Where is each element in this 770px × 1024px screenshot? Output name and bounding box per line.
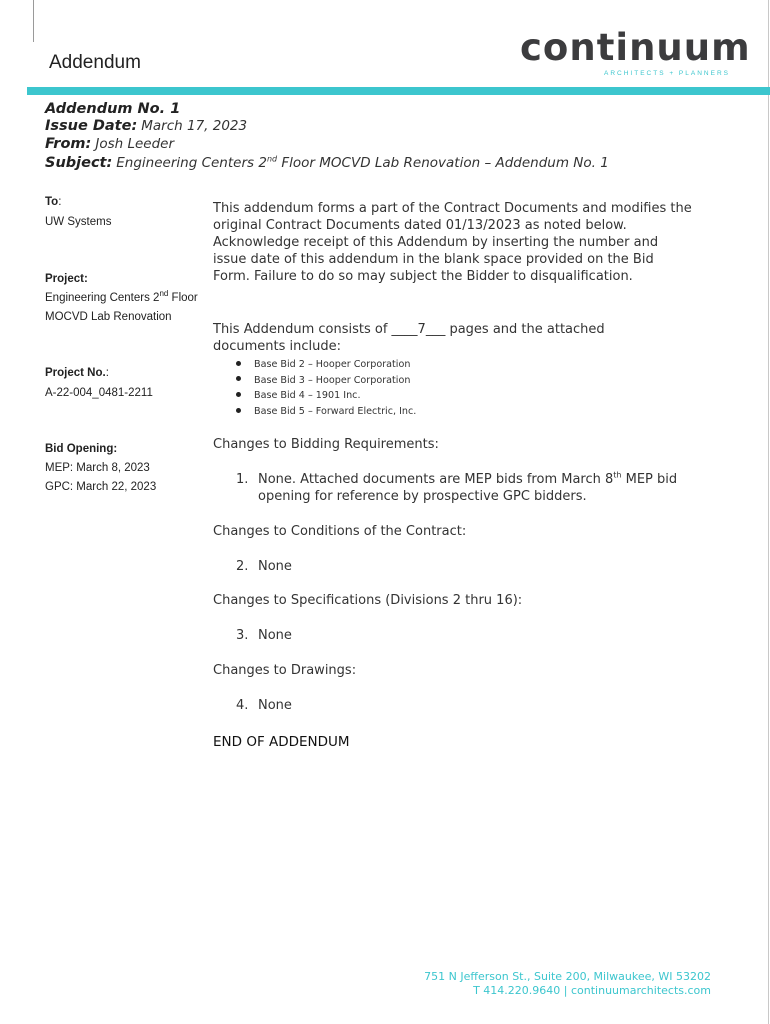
- project-name-line1: [45, 289, 198, 304]
- logo-tagline: ARCHITECTS + PLANNERS: [604, 70, 730, 77]
- document-type-title: Addendum: [49, 52, 141, 73]
- project-name-start: Engineering Centers 2: [45, 292, 160, 304]
- to-label: To:: [45, 196, 62, 208]
- section-conditions-heading: Changes to Conditions of the Contract:: [213, 524, 467, 539]
- item-text-end: MEP bid opening for reference by prospective GPC bidders.: [258, 472, 678, 504]
- page-edge-right: [768, 0, 769, 1024]
- bullet-icon: [236, 361, 241, 366]
- from-line: [45, 136, 174, 152]
- item-text-start: None. Attached documents are MEP bids from March 8: [258, 472, 614, 487]
- subject-superscript: nd: [266, 154, 278, 164]
- list-item: [236, 357, 416, 373]
- section-specifications-heading: Changes to Specifications (Divisions 2 thru 16):: [213, 593, 523, 608]
- section-bidding-heading: Changes to Bidding Requirements:: [213, 437, 439, 452]
- bullet-icon: [236, 408, 241, 413]
- item-text: None: [258, 559, 292, 574]
- continuum-logo: [520, 26, 751, 80]
- subject-line: [45, 155, 609, 171]
- item-text: [258, 471, 698, 505]
- bid-opening-label: Bid Opening:: [45, 443, 118, 455]
- section-specifications-item: [236, 627, 698, 644]
- from-value: Josh Leeder: [95, 136, 175, 152]
- item-number: 4.: [236, 698, 249, 713]
- project-number-value: A-22-004_0481-2211: [45, 387, 153, 399]
- addendum-number-label: Addendum No. 1: [45, 101, 181, 117]
- project-number-label: Project No.:: [45, 367, 109, 379]
- list-item: [236, 404, 416, 420]
- item-superscript: th: [613, 470, 622, 480]
- attachment-text: Base Bid 3 – Hooper Corporation: [254, 374, 411, 386]
- item-number: 2.: [236, 559, 249, 574]
- subject-text-end: Floor MOCVD Lab Renovation – Addendum No. 1: [277, 155, 609, 171]
- item-text: None: [258, 628, 292, 643]
- section-bidding-item: [236, 471, 698, 505]
- project-name-superscript: nd: [159, 289, 169, 299]
- section-conditions-item: [236, 558, 698, 575]
- bid-opening-mep: MEP: March 8, 2023: [45, 462, 150, 474]
- from-label: From:: [45, 136, 92, 152]
- issue-date: [45, 118, 247, 134]
- item-number: 3.: [236, 628, 249, 643]
- attachments-list: [236, 357, 416, 420]
- subject-label: Subject:: [45, 155, 113, 171]
- attachment-text: Base Bid 4 – 1901 Inc.: [254, 390, 361, 402]
- header-divider-bar: [27, 87, 770, 95]
- project-label: Project:: [45, 273, 88, 285]
- list-item: [236, 388, 416, 404]
- to-value: UW Systems: [45, 216, 112, 228]
- list-item: [236, 373, 416, 389]
- page-edge-left: [33, 0, 34, 42]
- item-text: None: [258, 698, 292, 713]
- item-number: 1.: [236, 472, 249, 487]
- bid-opening-gpc: GPC: March 22, 2023: [45, 481, 157, 493]
- consists-line2: documents include:: [213, 339, 341, 354]
- bullet-icon: [236, 392, 241, 397]
- addendum-number: [45, 101, 180, 117]
- footer-contact: T 414.220.9640 | continuumarchitects.com: [473, 983, 711, 997]
- bullet-icon: [236, 376, 241, 381]
- project-name-end: Floor: [168, 292, 198, 304]
- subject-value: [116, 155, 609, 171]
- section-drawings-heading: Changes to Drawings:: [213, 663, 357, 678]
- issue-date-value: March 17, 2023: [141, 118, 248, 134]
- consists-paragraph: [213, 321, 693, 355]
- end-of-addendum: END OF ADDENDUM: [213, 734, 350, 750]
- intro-paragraph: This addendum forms a part of the Contract Documents and modifies the original Contract Documents dated 01/13/2023 as noted below. Acknowledge receipt of this Addendum by inserting the number and issue date of this addendum in the blank space provided on the Bid Form. Failure to do so may subject the Bidder to disqualification.: [213, 201, 692, 284]
- logo-wordmark: continuum: [520, 26, 751, 69]
- to-label-text: To: [45, 196, 59, 208]
- project-name-line2: MOCVD Lab Renovation: [45, 311, 172, 323]
- section-drawings-item: [236, 697, 698, 714]
- subject-text-start: Engineering Centers 2: [116, 155, 267, 171]
- consists-line1: This Addendum consists of ____7___ pages and the attached: [213, 322, 605, 337]
- footer: [424, 970, 711, 997]
- project-number-label-text: Project No.: [45, 367, 106, 379]
- attachment-text: Base Bid 2 – Hooper Corporation: [254, 359, 411, 370]
- footer-address: 751 N Jefferson St., Suite 200, Milwaukee, WI 53202: [424, 970, 711, 983]
- attachment-text: Base Bid 5 – Forward Electric, Inc.: [254, 406, 417, 418]
- issue-date-label: Issue Date:: [45, 118, 138, 134]
